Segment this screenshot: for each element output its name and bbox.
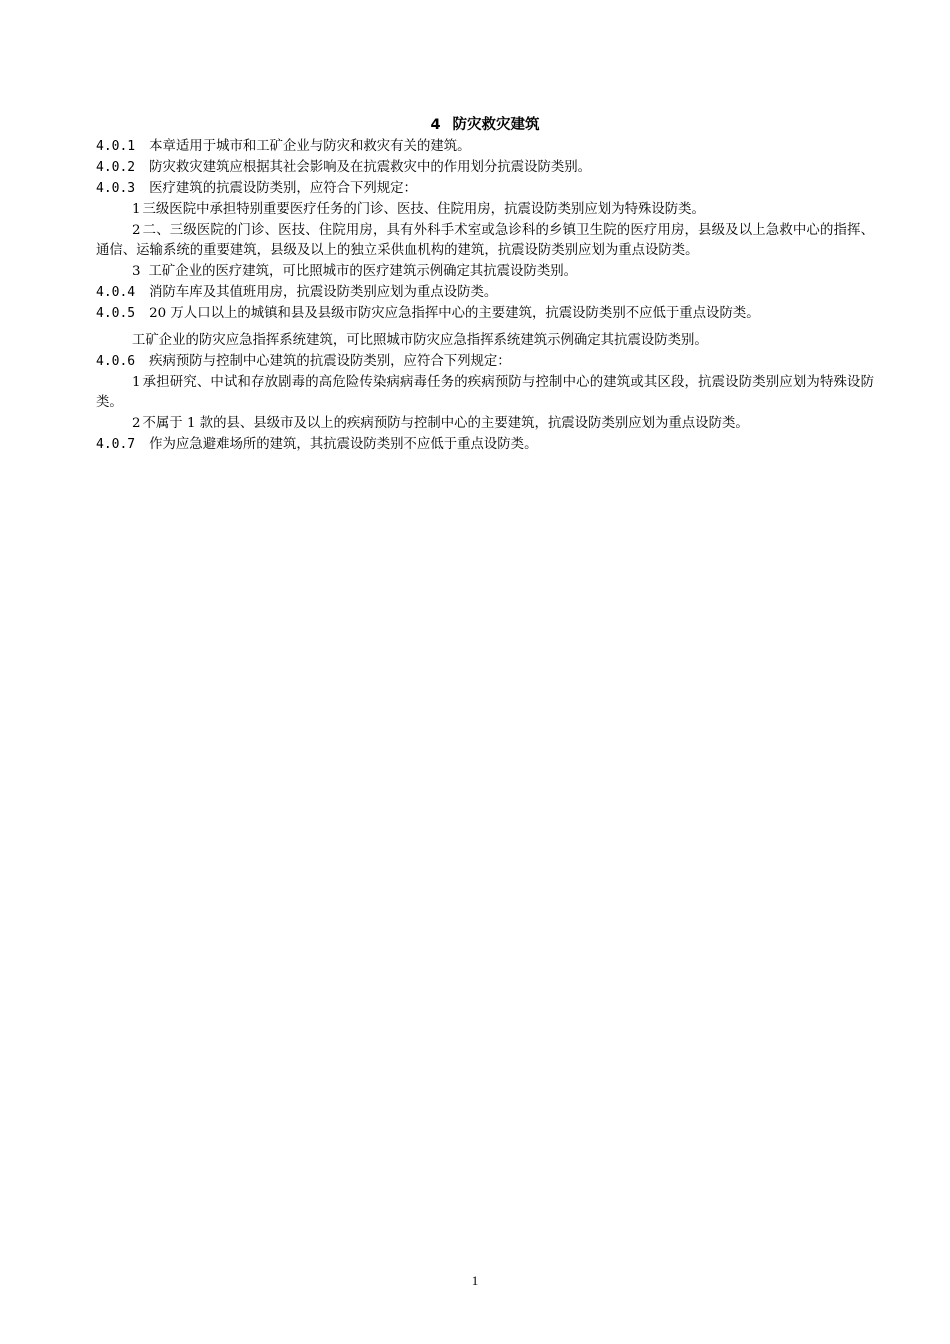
chapter-title-text: 防灾救灾建筑 [452, 117, 540, 133]
clause-text: 消防车库及其值班用房，抗震设防类别应划为重点设防类。 [149, 284, 498, 300]
item-text: 不属于 1 款的县、县级市及以上的疾病预防与控制中心的主要建筑，抗震设防类别应划为重点设防类。 [142, 415, 749, 431]
clause-4-0-3 [96, 179, 874, 199]
item-text: 三级医院中承担特别重要医疗任务的门诊、医技、住院用房，抗震设防类别应划为特殊设防类。 [142, 202, 705, 217]
clause-code: 4.0.2 [96, 160, 136, 175]
clause-code: 4.0.1 [96, 139, 136, 154]
clause-4-0-3-item-2 [96, 221, 874, 260]
clause-4-0-6-item-1 [96, 373, 874, 412]
item-text: 二、三级医院的门诊、医技、住院用房，具有外科手术室或急诊科的乡镇卫生院的医疗用房，县级及以上急救中心的指挥、通信、运输系统的重要建筑，县级及以上的独立采供血机构的建筑，抗震设防类别应划为重点设防类。 [96, 223, 874, 258]
item-number: 1 [132, 375, 141, 390]
clause-4-0-4 [96, 283, 874, 303]
clause-text: 20 万人口以上的城镇和县及县级市防灾应急指挥中心的主要建筑，抗震设防类别不应低于重点设防类。 [149, 305, 760, 321]
item-text: 工矿企业的医疗建筑，可比照城市的医疗建筑示例确定其抗震设防类别。 [148, 263, 578, 279]
item-number: 3 [132, 263, 141, 279]
clause-text: 作为应急避难场所的建筑，其抗震设防类别不应低于重点设防类。 [149, 436, 538, 452]
item-number: 2 [132, 415, 141, 431]
clause-text: 医疗建筑的抗震设防类别，应符合下列规定： [149, 181, 417, 196]
clause-4-0-1 [96, 137, 874, 157]
clause-code: 4.0.3 [96, 181, 136, 196]
chapter-title [96, 114, 874, 136]
item-text: 承担研究、中试和存放剧毒的高危险传染病病毒任务的疾病预防与控制中心的建筑或其区段，抗震设防类别应划为特殊设防类。 [96, 375, 874, 410]
chapter-number: 4 [430, 117, 441, 133]
clause-4-0-6 [96, 352, 874, 372]
clause-text: 防灾救灾建筑应根据其社会影响及在抗震救灾中的作用划分抗震设防类别。 [149, 160, 592, 175]
clause-4-0-5-paragraph: 工矿企业的防灾应急指挥系统建筑，可比照城市防灾应急指挥系统建筑示例确定其抗震设防类别。 [132, 333, 708, 348]
clause-text: 疾病预防与控制中心建筑的抗震设防类别，应符合下列规定： [149, 354, 511, 369]
clause-4-0-3-item-1 [96, 200, 874, 220]
clause-4-0-5 [96, 304, 874, 324]
document-page [96, 114, 874, 456]
item-number: 1 [132, 202, 141, 217]
clause-4-0-2 [96, 158, 874, 178]
clause-code: 4.0.7 [96, 436, 136, 452]
clause-4-0-6-item-2 [96, 414, 874, 434]
clause-code: 4.0.5 [96, 305, 136, 321]
clause-4-0-7 [96, 435, 874, 455]
clause-code: 4.0.6 [96, 354, 136, 369]
clause-code: 4.0.4 [96, 284, 136, 300]
page-number: 1 [471, 1273, 479, 1288]
clause-4-0-3-item-3 [96, 262, 874, 282]
item-number: 2 [132, 223, 141, 238]
clause-text: 本章适用于城市和工矿企业与防灾和救灾有关的建筑。 [149, 139, 471, 154]
